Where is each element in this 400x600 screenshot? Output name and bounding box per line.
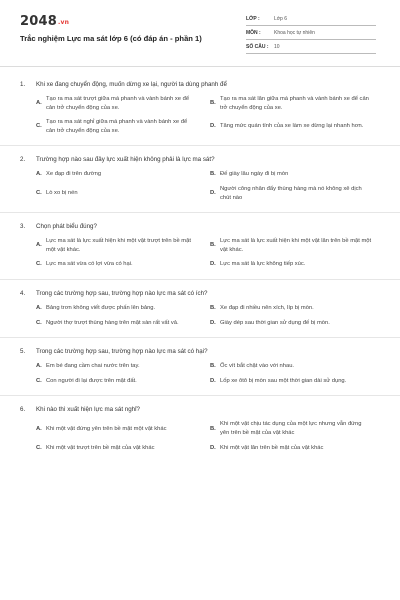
question-divider <box>0 279 400 280</box>
option-text: Khi một vật chịu tác dụng của một lực nhưng vẫn đứng yên trên bề mặt của vật khác <box>220 421 362 436</box>
answer-option-b[interactable] <box>210 420 382 437</box>
option-text: Khi một vật lăn trên bề mặt của vật khác <box>220 444 324 451</box>
question-number: 4. <box>20 289 26 297</box>
option-text: Lốp xe ôtô bị mòn sau một thời gian dài sử dụng. <box>220 377 347 384</box>
answer-option-b[interactable] <box>210 237 382 254</box>
answer-option-c[interactable] <box>36 118 210 135</box>
meta-key: MÔN : <box>246 29 261 36</box>
question-number: 5. <box>20 348 26 356</box>
meta-row-subject <box>246 26 376 40</box>
option-text: Tăng mức quán tính của xe làm xe dừng lại nhanh hơn. <box>220 123 364 130</box>
question-6 <box>20 405 382 452</box>
question-number: 1. <box>20 81 26 88</box>
option-text: Em bé đang cầm chai nước trên tay. <box>46 363 140 370</box>
question-5 <box>20 347 382 385</box>
option-text: Tạo ra ma sát nghỉ giữa má phanh và vành bánh xe để cản trở chuyển động của xe. <box>46 119 188 134</box>
answer-option-a[interactable] <box>36 420 210 437</box>
question-stem <box>20 405 382 414</box>
question-list <box>20 67 382 452</box>
meta-key: SỐ CÂU : <box>246 43 269 50</box>
answer-option-c[interactable] <box>36 319 210 328</box>
answer-option-d[interactable] <box>210 377 382 386</box>
option-text: Khi một vật đứng yên trên bề mặt một vật khác <box>46 425 167 432</box>
answer-options <box>20 362 382 385</box>
option-letter: C. <box>36 190 42 197</box>
meta-value: Khoa học tự nhiên <box>274 29 315 36</box>
answer-option-b[interactable] <box>210 362 382 371</box>
meta-row-grade <box>246 12 376 26</box>
option-letter: D. <box>210 377 216 384</box>
option-letter: A. <box>36 171 42 178</box>
option-letter: A. <box>36 100 42 107</box>
answer-options <box>20 170 382 202</box>
question-number: 6. <box>20 406 26 414</box>
option-text: Lò xo bị nén <box>46 190 78 197</box>
logo-text: 2048 <box>20 14 57 29</box>
option-letter: C. <box>36 123 42 130</box>
answer-option-d[interactable] <box>210 185 382 202</box>
option-letter: B. <box>210 171 216 178</box>
question-text: Khi nào thì xuất hiện lực ma sát nghỉ? <box>36 406 140 414</box>
answer-option-d[interactable] <box>210 319 382 328</box>
option-letter: D. <box>210 319 216 326</box>
option-text: Người thợ trượt thùng hàng trên mặt sàn rất vất vả. <box>46 319 179 326</box>
question-stem <box>20 222 382 231</box>
answer-option-c[interactable] <box>36 260 210 269</box>
answer-option-d[interactable] <box>210 260 382 269</box>
worksheet-title: Trắc nghiệm Lực ma sát lớp 6 (có đáp án - phần 1) <box>20 34 202 43</box>
answer-options <box>20 420 382 452</box>
answer-option-a[interactable] <box>36 237 210 254</box>
option-text: Lực ma sát là lực không tiếp xúc. <box>220 261 306 268</box>
option-letter: C. <box>36 377 42 384</box>
question-text: Khi xe đang chuyển động, muốn dừng xe lại, người ta dùng phanh để <box>36 81 227 88</box>
option-letter: B. <box>210 363 216 370</box>
option-text: Con người đi lại được trên mặt đất. <box>46 377 137 384</box>
question-text: Trong các trường hợp sau, trường hợp nào lực ma sát có ích? <box>36 289 208 297</box>
option-letter: C. <box>36 319 42 326</box>
option-letter: A. <box>36 425 42 432</box>
option-letter: B. <box>210 304 216 311</box>
option-text: Xe đạp đi nhiều nên xích, líp bị mòn. <box>220 304 314 311</box>
question-stem <box>20 347 382 356</box>
meta-table <box>246 12 376 66</box>
question-number: 2. <box>20 156 26 164</box>
answer-option-c[interactable] <box>36 377 210 386</box>
answer-option-c[interactable] <box>36 185 210 202</box>
logo-suffix: .vn <box>57 19 70 26</box>
answer-option-b[interactable] <box>210 304 382 313</box>
option-letter: D. <box>210 123 216 130</box>
question-text: Chọn phát biểu đúng? <box>36 223 97 231</box>
answer-option-d[interactable] <box>210 444 382 453</box>
answer-option-b[interactable] <box>210 170 382 179</box>
option-text: Tạo ra ma sát lăn giữa má phanh và vành bánh xe để cản trở chuyển động của xe. <box>220 96 369 111</box>
answer-options <box>20 304 382 327</box>
question-stem <box>20 289 382 298</box>
option-letter: A. <box>36 363 42 370</box>
question-divider <box>0 395 400 396</box>
option-text: Tạo ra ma sát trượt giữa má phanh và vành bánh xe để cản trở chuyển động của xe. <box>46 96 190 111</box>
option-text: Lực ma sát là lực xuất hiện khi một vật lăn trên bề mặt một vật khác. <box>220 238 372 253</box>
brand-block <box>20 14 202 66</box>
option-letter: B. <box>210 242 216 249</box>
option-text: Khi một vật trượt trên bề mặt của vật khác <box>46 444 155 451</box>
answer-option-c[interactable] <box>36 444 210 453</box>
question-2 <box>20 155 382 202</box>
question-stem <box>20 80 382 89</box>
answer-option-a[interactable] <box>36 170 210 179</box>
answer-options <box>20 237 382 269</box>
answer-option-a[interactable] <box>36 362 210 371</box>
meta-row-count <box>246 40 376 54</box>
option-text: Lực ma sát là lực xuất hiện khi một vật trượt trên bề mặt một vật khác. <box>46 238 191 253</box>
answer-option-a[interactable] <box>36 304 210 313</box>
question-stem <box>20 155 382 164</box>
answer-options <box>20 95 382 135</box>
answer-option-a[interactable] <box>36 95 210 112</box>
option-letter: C. <box>36 444 42 451</box>
option-letter: A. <box>36 304 42 311</box>
answer-option-d[interactable] <box>210 118 382 135</box>
question-3 <box>20 222 382 269</box>
site-logo[interactable] <box>20 14 202 29</box>
option-letter: C. <box>36 261 42 268</box>
question-divider <box>0 145 400 146</box>
option-text: Đế giày lâu ngày đi bị mòn <box>220 171 289 178</box>
question-divider <box>0 337 400 338</box>
option-text: Giày dép sau thời gian sử dụng đế bị mòn. <box>220 319 330 326</box>
option-letter: A. <box>36 242 42 249</box>
worksheet-header <box>20 0 382 66</box>
option-letter: D. <box>210 190 216 197</box>
question-text: Trường hợp nào sau đây lực xuất hiện không phải là lực ma sát? <box>36 156 215 164</box>
meta-key: LỚP : <box>246 15 260 22</box>
question-4 <box>20 289 382 327</box>
option-text: Xe đạp đi trên đường <box>46 171 102 178</box>
question-text: Trong các trường hợp sau, trường hợp nào lực ma sát có hại? <box>36 348 208 356</box>
answer-option-b[interactable] <box>210 95 382 112</box>
question-divider <box>0 212 400 213</box>
option-letter: B. <box>210 425 216 432</box>
option-letter: D. <box>210 444 216 451</box>
option-letter: B. <box>210 100 216 107</box>
question-1 <box>20 80 382 135</box>
meta-value: Lớp 6 <box>274 15 288 22</box>
option-text: Ốc vít bắt chặt vào với nhau. <box>220 363 295 370</box>
meta-value: 10 <box>274 43 280 50</box>
option-text: Người công nhân đẩy thùng hàng mà nó không xê dịch chút nào <box>220 185 362 201</box>
question-number: 3. <box>20 223 26 231</box>
option-text: Bảng trơn không viết được phấn lên bảng. <box>46 304 156 311</box>
option-text: Lực ma sát vừa có lợi vừa có hại. <box>46 261 133 268</box>
option-letter: D. <box>210 261 216 268</box>
